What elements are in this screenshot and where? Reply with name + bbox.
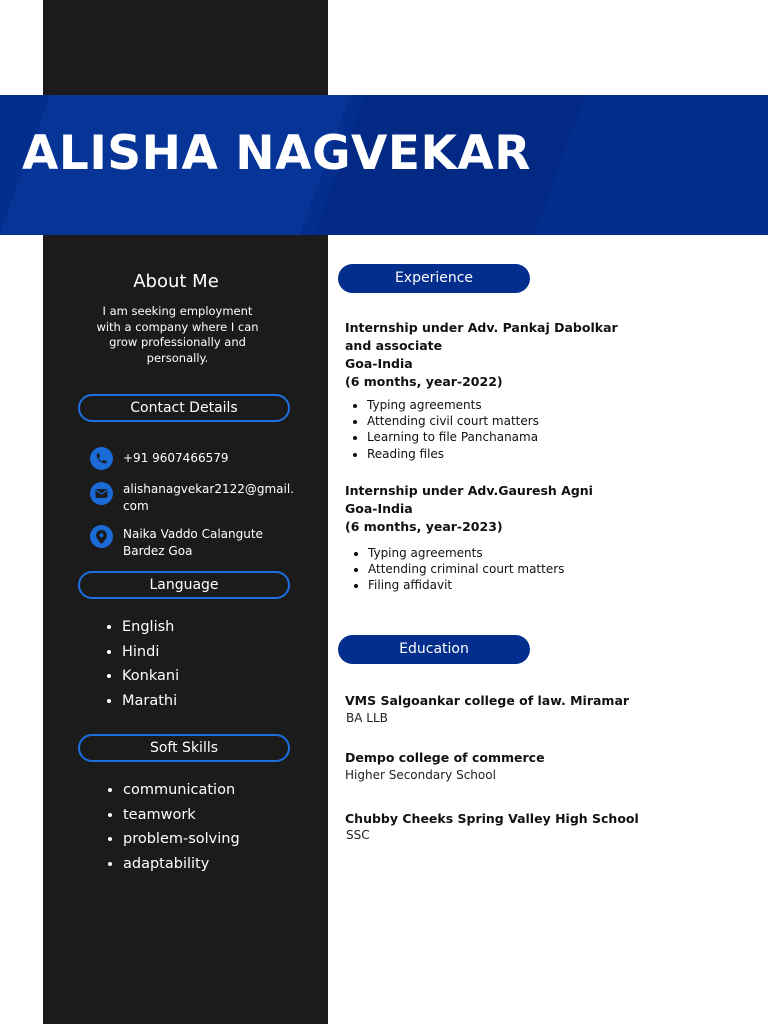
job-location: Goa-India: [345, 356, 413, 371]
contact-address: [90, 525, 300, 560]
experience-heading: Experience: [338, 264, 530, 293]
education-degree: BA LLB: [346, 711, 388, 725]
candidate-name: ALISHA NAGVEKAR: [22, 126, 531, 181]
contact-heading: Contact Details: [78, 394, 290, 422]
education-heading: Education: [338, 635, 530, 664]
job-2-duties: [350, 545, 564, 594]
job-title: Internship under Adv.Gauresh Agni: [345, 483, 593, 498]
education-degree: SSC: [346, 828, 370, 842]
job-1-duties: [349, 397, 539, 462]
list-item: • Konkani: [122, 664, 179, 689]
list-item: • Filing affidavit: [368, 577, 564, 593]
email-address[interactable]: alishanagvekar2122@gmail.com: [123, 482, 294, 513]
about-text: I am seeking employment with a company where I can grow professionally and personally.: [96, 304, 259, 365]
job-location: Goa-India: [345, 501, 413, 516]
email-icon: [90, 482, 113, 505]
list-item: • Attending civil court matters: [367, 413, 539, 429]
job-2-header: [345, 482, 645, 536]
list-item: • Reading files: [367, 446, 539, 462]
location-icon: [90, 525, 113, 548]
job-duration: (6 months, year-2022): [345, 374, 503, 389]
education-school: VMS Salgoankar college of law. Miramar: [345, 693, 630, 708]
about-title: About Me: [133, 271, 219, 292]
language-list: [104, 615, 179, 713]
list-item: • Attending criminal court matters: [368, 561, 564, 577]
list-item: • Learning to file Panchanama: [367, 429, 539, 445]
education-school: Chubby Cheeks Spring Valley High School: [345, 811, 639, 826]
phone-number: +91 9607466579: [123, 451, 229, 465]
list-item: • English: [122, 615, 179, 640]
job-1-header: [345, 319, 645, 391]
list-item: • Typing agreements: [367, 397, 539, 413]
list-item: • Typing agreements: [368, 545, 564, 561]
soft-skills-list: [105, 778, 240, 876]
contact-phone: [90, 447, 300, 470]
phone-icon: [90, 447, 113, 470]
list-item: • Marathi: [122, 689, 179, 714]
job-title: Internship under Adv. Pankaj Dabolkar and associate: [345, 320, 618, 353]
list-item: • teamwork: [123, 803, 240, 828]
list-item: • Hindi: [122, 640, 179, 665]
list-item: • problem-solving: [123, 827, 240, 852]
education-degree: Higher Secondary School: [345, 768, 496, 782]
address-text: Naika Vaddo Calangute Bardez Goa: [123, 527, 263, 558]
list-item: • adaptability: [123, 852, 240, 877]
contact-email: [90, 481, 300, 515]
language-heading: Language: [78, 571, 290, 599]
education-school: Dempo college of commerce: [345, 750, 545, 765]
soft-skills-heading: Soft Skills: [78, 734, 290, 762]
list-item: • communication: [123, 778, 240, 803]
job-duration: (6 months, year-2023): [345, 519, 503, 534]
